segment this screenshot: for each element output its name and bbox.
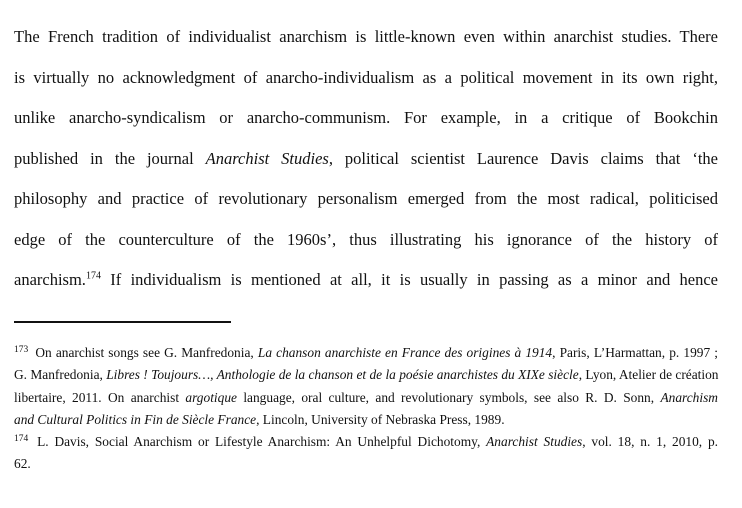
footnote-173-text-1a: On anarchist songs see G. Manfredonia, [31,345,258,360]
footnote-174-line-1 [14,431,718,453]
paragraph-line-7-text-b: If individualism is mentioned at all, it is usually in passing as a minor and hence [100,270,718,289]
paragraph-line-4-text-a: published in the journal [14,148,206,168]
paragraph-line-6: edge of the counterculture of the 1960s’, thus illustrating his ignorance of the history of [14,229,718,249]
footnote-173-text-4b: , Lincoln, University of Nebraska Press, 1989. [256,411,505,427]
footnote-reference-174[interactable]: 174 [85,270,101,282]
footnote-174-journal: Anarchist Studies [486,434,583,450]
body-paragraph [14,17,718,301]
paragraph-line-4-text-b: , political scientist Laurence Davis claims that ‘the [328,148,718,168]
footnote-173-title-4: and Cultural Politics in Fin de Siècle France [14,411,257,427]
footnote-number-173: 173 [14,344,29,355]
footnotes-section [14,342,718,476]
footnote-173-text-1b: , Paris, L’Harmattan, p. 1997 ; [552,345,718,360]
footnote-174-text-1a: L. Davis, Social Anarchism or Lifestyle Anarchism: An Unhelpful Dichotomy, [31,434,487,450]
paragraph-line-5: philosophy and practice of revolutionary personalism emerged from the most radical, politicised [14,189,718,208]
paragraph-line-3: unlike anarcho-syndicalism or anarcho-communism. For example, in a critique of Bookchin [14,108,718,127]
paragraph-line-2: is virtually no acknowledgment of anarcho-individualism as a political movement in its own right, [14,67,718,87]
footnote-173-line-3 [14,387,718,409]
footnote-173-title-3: Anarchism [660,389,718,405]
paragraph-line-7-text-a: anarchism. [14,270,86,289]
footnote-174-line-2: 62. [14,456,31,472]
footnote-173-line-4 [14,409,718,431]
journal-title-anarchist-studies: Anarchist Studies [205,148,329,168]
footnote-173-text-2a: G. Manfredonia, [14,367,107,383]
footnote-173-line-1 [14,342,718,364]
footnote-173-title-1: La chanson anarchiste en France des origines à 1914 [257,345,553,360]
footnote-number-174: 174 [14,433,29,444]
footnote-174-text-1b: , vol. 18, n. 1, 2010, p. [582,434,719,450]
footnote-173-text-2b: , Lyon, Atelier de création [578,367,719,383]
footnote-173-line-2 [14,364,718,386]
paragraph-line-1: The French tradition of individualist anarchism is little-known even within anarchist studies. There [14,27,718,46]
footnote-173-term-argotique: argotique [185,389,237,405]
footnote-173-title-2: Libres ! Toujours…, Anthologie de la chanson et de la poésie anarchistes du XIXe siècle [106,367,579,383]
paragraph-line-4 [14,139,718,180]
footnote-separator-rule [14,321,231,323]
footnote-173-text-3b: language, oral culture, and revolutionary symbols, see also R. D. Sonn, [236,389,661,405]
paragraph-line-7 [14,260,718,301]
footnote-173-text-3a: libertaire, 2011. On anarchist [14,389,186,405]
